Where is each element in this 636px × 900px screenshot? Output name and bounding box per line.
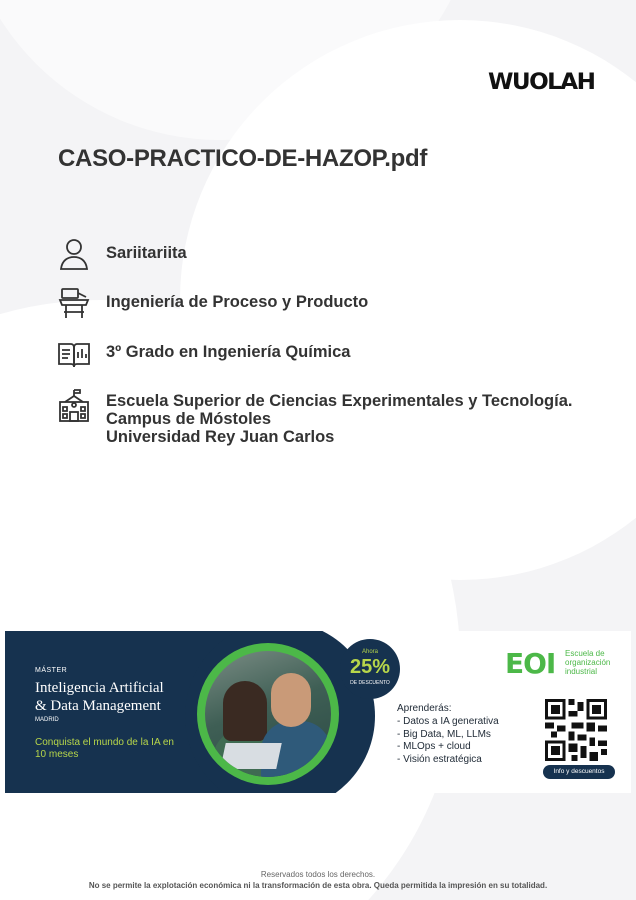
learn-item: - Visión estratégica: [397, 754, 499, 767]
eoi-mark: EOI: [505, 647, 556, 680]
footer-rights: Reservados todos los derechos.: [260, 870, 376, 879]
eoi-school-name: Escuela de organización industrial: [565, 649, 611, 676]
degree-name: 3º Grado en Ingeniería Química: [106, 343, 351, 361]
info-row-degree: [52, 334, 350, 374]
badge-pre: Ahora: [361, 649, 378, 655]
university-name: Universidad Rey Juan Carlos: [106, 428, 335, 446]
badge-discount: 25%: [349, 656, 391, 678]
school-building-icon: [52, 386, 96, 426]
badge-post: DE DESCUENTO: [350, 680, 390, 686]
book-icon: [52, 334, 96, 374]
author-name: Sariitariita: [106, 244, 187, 262]
campus-name: Campus de Móstoles: [106, 410, 272, 428]
info-row-subject: [52, 283, 368, 323]
user-icon: [52, 234, 96, 274]
eoi-logo: [505, 647, 621, 681]
ad-program-line2: & Data Management: [35, 698, 161, 714]
wuolah-logo: WUOLAH: [488, 70, 595, 95]
info-row-institution: [52, 386, 572, 446]
ad-master-label: MÁSTER: [35, 667, 68, 674]
info-row-author: [52, 234, 187, 274]
ad-program-line1: Inteligencia Artificial: [35, 680, 164, 696]
ad-slogan: Conquista el mundo de la IA en 10 meses: [35, 737, 174, 760]
ad-program-title: [35, 679, 164, 715]
discount-badge: [340, 639, 400, 699]
learn-item: - Big Data, ML, LLMs: [397, 729, 499, 742]
learn-item: - Datos a IA generativa: [397, 716, 499, 729]
info-discounts-button[interactable]: Info y descuentos: [543, 765, 615, 779]
ad-city: MADRID: [35, 717, 59, 723]
footer: [0, 870, 636, 890]
learn-item: - MLOps + cloud: [397, 741, 499, 754]
learn-title: Aprenderás:: [397, 703, 452, 714]
school-name: Escuela Superior de Ciencias Experimentales y Tecnología.: [106, 392, 573, 410]
learn-list: [397, 703, 499, 766]
document-title: CASO-PRACTICO-DE-HAZOP.pdf: [58, 145, 428, 172]
footer-notice: No se permite la explotación económica ni la transformación de esta obra. Queda permitida la impresión en su totalidad.: [88, 881, 548, 890]
ad-banner[interactable]: [5, 631, 631, 793]
ad-students-photo: [205, 651, 331, 777]
student-desk-icon: [52, 283, 96, 323]
subject-name: Ingeniería de Proceso y Producto: [106, 293, 369, 311]
qr-code-icon[interactable]: [545, 699, 607, 761]
